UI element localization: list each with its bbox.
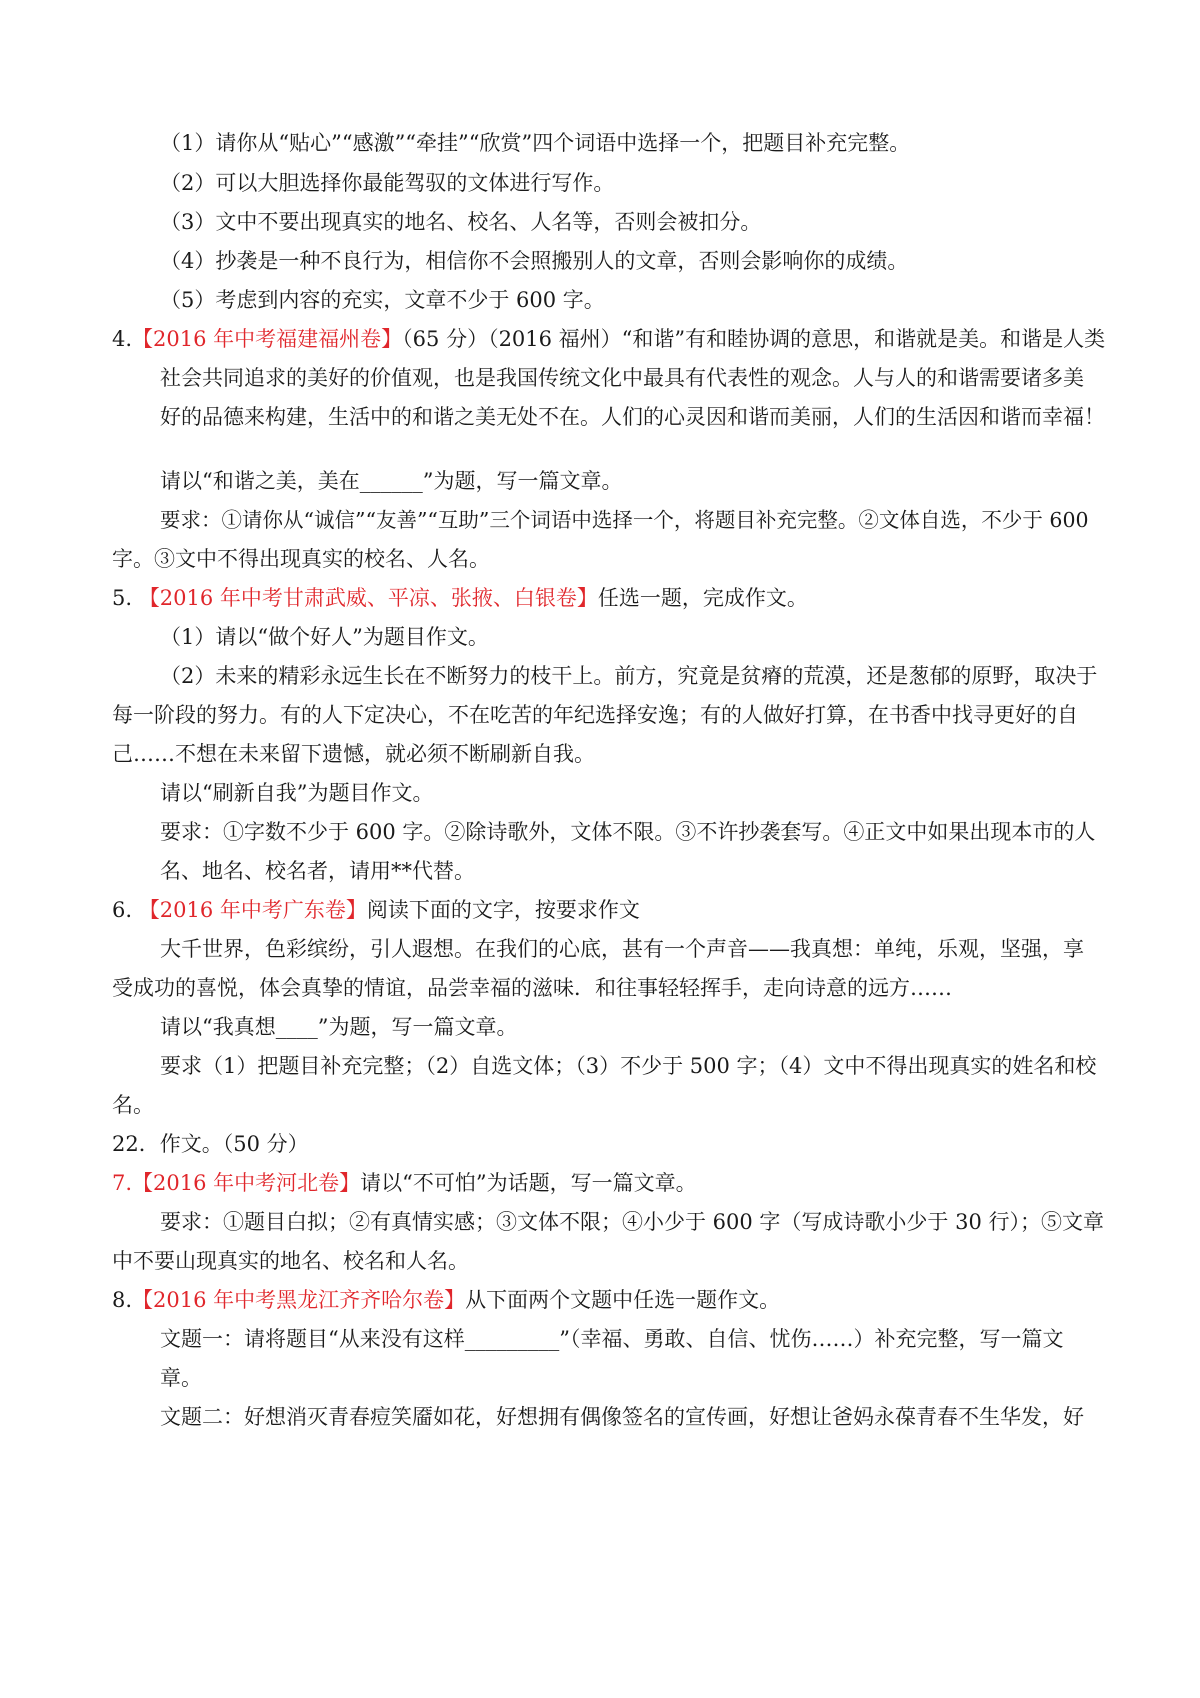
question-5-option-2-line-3: 己……不想在未来留下遗憾，就必须不断刷新自我。 [112,742,595,766]
question-number: 8. [112,1288,133,1312]
question-5-option-2: （2）未来的精彩永远生长在不断努力的枝干上。前方，究竟是贫瘠的荒漠，还是葱郁的原野，取决于 [160,664,1098,688]
question-text: 从下面两个文题中任选一题作文。 [465,1288,781,1312]
question-5-requirement: 要求：①字数不少于 600 字。②除诗歌外，文体不限。③不许抄袭套写。④正文中如果出现本市的人 [160,820,1096,844]
question-7-requirement: 要求：①题目白拟；②有真情实感；③文体不限；④小少于 600 字（写成诗歌小少于 30 行）；⑤文章 [160,1210,1105,1234]
question-4-prompt: 请以“和谐之美，美在______”为题，写一篇文章。 [160,469,623,493]
question-source: 【2016 年中考河北卷】 [132,1171,361,1195]
question-6-requirement: 要求（1）把题目补充完整；（2）自选文体；（3）不少于 500 字；（4）文中不得出现真实的姓名和校 [160,1054,1097,1078]
question-source: 【2016 年中考甘肃武威、平凉、张掖、白银卷】 [138,586,598,610]
question-4-requirement: 要求：①请你从“诚信”“友善”“互助”三个词语中选择一个，将题目补充完整。②文体自选，不少于 600 [160,508,1089,532]
question-8-title-1: 文题一：请将题目“从来没有这样_________”（幸福、勇敢、自信、忧伤……）补充完整，写一篇文 [160,1327,1064,1351]
question-7-requirement-cont: 中不要山现真实的地名、校名和人名。 [112,1249,469,1273]
question-number: 6. [112,898,133,922]
q3-requirement-2: （2）可以大胆选择你最能驾驭的文体进行写作。 [160,171,615,195]
question-8-title-1-cont: 章。 [160,1366,202,1390]
question-6-requirement-cont: 名。 [112,1093,154,1117]
question-source: 【2016 年中考广东卷】 [138,898,367,922]
question-22-label: 22．作文。（50 分） [112,1132,309,1156]
question-source: 【2016 年中考福建福州卷】 [132,327,403,351]
question-5-option-1: （1）请以“做个好人”为题目作文。 [160,625,489,649]
question-text: 阅读下面的文字，按要求作文 [366,898,640,922]
question-4-heading [112,324,1105,354]
question-5-prompt: 请以“刷新自我”为题目作文。 [160,781,434,805]
question-number: 7. [112,1171,133,1195]
question-6-heading [112,895,640,925]
q3-requirement-1: （1）请你从“贴心”“感激”“牵挂”“欣赏”四个词语中选择一个，把题目补充完整。 [160,131,911,155]
question-4-line-2: 社会共同追求的美好的价值观，也是我国传统文化中最具有代表性的观念。人与人的和谐需要诸多美 [160,366,1084,390]
q3-requirement-5: （5）考虑到内容的充实，文章不少于 600 字。 [160,288,605,312]
question-5-option-2-line-2: 每一阶段的努力。有的人下定决心，不在吃苦的年纪选择安逸；有的人做好打算，在书香中找寻更好的自 [112,703,1078,727]
question-6-text: 大千世界，色彩缤纷，引人遐想。在我们的心底，甚有一个声音——我真想：单纯，乐观，坚强，享 [160,937,1084,961]
question-6-prompt: 请以“我真想____”为题，写一篇文章。 [160,1015,518,1039]
question-5-requirement-cont: 名、地名、校名者，请用**代替。 [160,859,475,883]
question-6-text-line-2: 受成功的喜悦，体会真挚的情谊，品尝幸福的滋味．和往事轻轻挥手，走向诗意的远方…… [112,976,952,1000]
q3-requirement-4: （4）抄袭是一种不良行为，相信你不会照搬别人的文章，否则会影响你的成绩。 [160,249,909,273]
question-text: 请以“不可怕”为话题，写一篇文章。 [360,1171,697,1195]
question-text: （65 分）（2016 福州）“和谐”有和睦协调的意思，和谐就是美。和谐是人类 [402,327,1106,351]
question-number: 5. [112,586,133,610]
question-4-requirement-cont: 字。③文中不得出现真实的校名、人名。 [112,547,490,571]
question-number: 4. [112,327,133,351]
question-source: 【2016 年中考黑龙江齐齐哈尔卷】 [132,1288,466,1312]
question-4-line-3: 好的品德来构建，生活中的和谐之美无处不在。人们的心灵因和谐而美丽，人们的生活因和谐而幸福！ [160,405,1105,429]
question-8-title-2: 文题二：好想消灭青春痘笑靥如花，好想拥有偶像签名的宣传画，好想让爸妈永葆青春不生华发，好 [160,1405,1084,1429]
question-7-heading [112,1168,697,1198]
question-5-heading [112,583,808,613]
question-8-heading [112,1285,780,1315]
question-text: 任选一题，完成作文。 [597,586,808,610]
q3-requirement-3: （3）文中不要出现真实的地名、校名、人名等，否则会被扣分。 [160,210,762,234]
